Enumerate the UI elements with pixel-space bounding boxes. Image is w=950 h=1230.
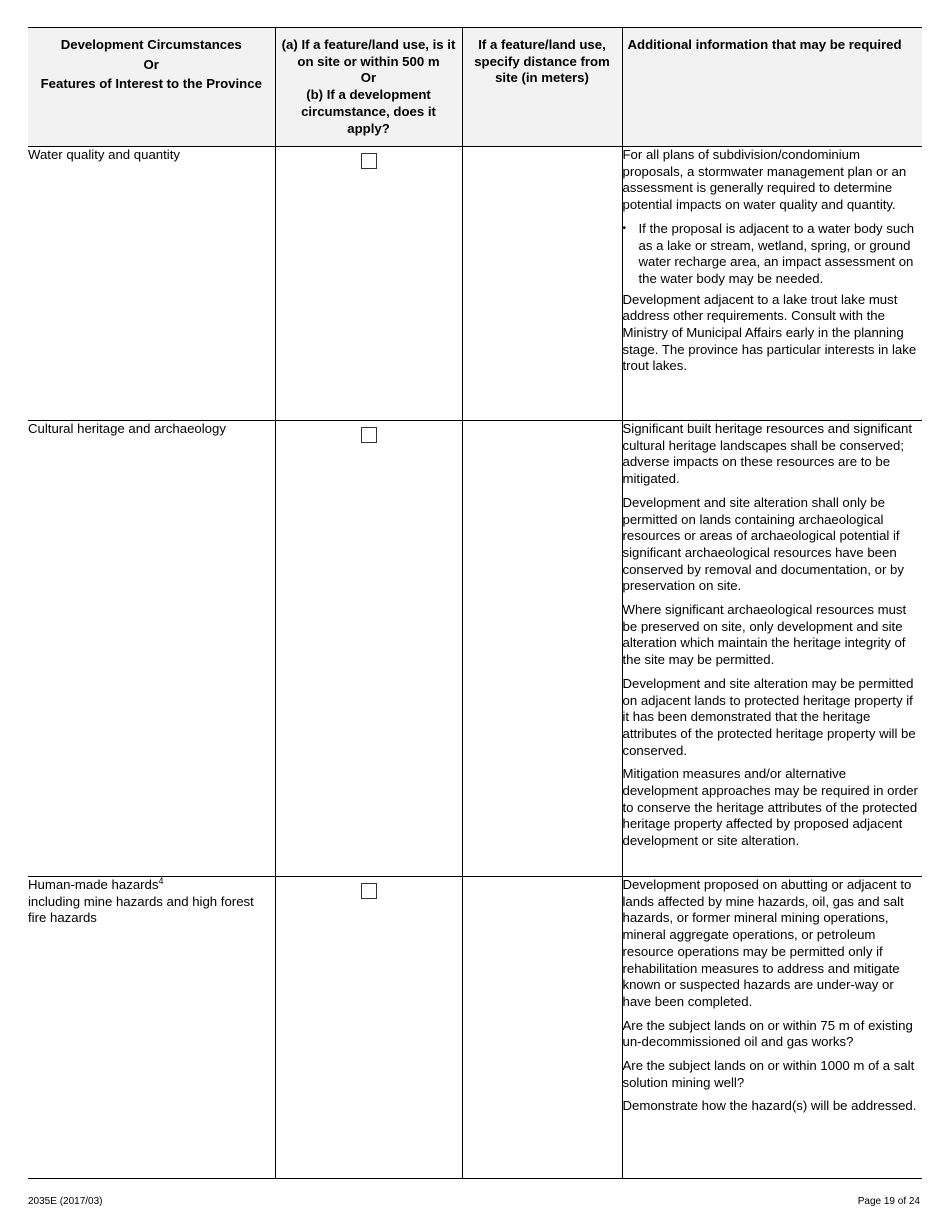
header-distance: If a feature/land use, specify distance from site (in meters) [462, 28, 622, 147]
table-header-row [28, 28, 922, 147]
row-label: Water quality and quantity [28, 147, 180, 162]
distance-cell[interactable] [462, 147, 622, 421]
distance-cell[interactable] [462, 877, 622, 1179]
distance-cell[interactable] [462, 421, 622, 877]
info-paragraph: Development adjacent to a lake trout lake must address other requirements. Consult with the Ministry of Municipal Affairs early in the planning stage. The province has particular interests in lake trout lakes. [622, 291, 917, 374]
header-development-circumstances [28, 28, 275, 147]
development-circumstances-table [28, 27, 922, 1179]
info-paragraph: Are the subject lands on or within 75 m of existing un-decommissioned oil and gas works? [622, 1017, 913, 1050]
header-applies [275, 28, 462, 147]
info-paragraph: Demonstrate how the hazard(s) will be addressed. [622, 1098, 917, 1114]
header-col2-line3: (b) If a development circumstance, does it apply? [301, 87, 436, 136]
info-paragraph: For all plans of subdivision/condominium proposals, a stormwater management plan or an assessment is generally required to determine potential impacts on water quality and quantity. [622, 147, 907, 213]
applies-cell [275, 421, 462, 877]
info-paragraph: Mitigation measures and/or alternative development approaches may be required in order to conserve the heritage attributes of the protected heritage property affected by proposed adjacent development or site alteration. [622, 766, 918, 849]
applies-checkbox-water-quality[interactable] [361, 153, 377, 169]
info-paragraph: Where significant archaeological resources must be preserved on site, only development and site alteration which maintain the heritage integrity of the site may be permitted. [622, 602, 907, 668]
header-col1-line3: Features of Interest to the Province [40, 76, 262, 92]
row-label-detail: including mine hazards and high forest fire hazards [28, 893, 254, 926]
row-label-cell [28, 877, 275, 1179]
info-paragraph: Development proposed on abutting or adjacent to lands affected by mine hazards, oil, gas and salt hazards, or former mineral mining operations, mineral aggregate operations, or petroleum resource operations may be permitted only if rehabilitation measures to address and mitigate known or suspected hazards are under-way or have been completed. [622, 877, 912, 1009]
additional-info-cell [622, 421, 922, 877]
applies-cell [275, 877, 462, 1179]
bullet-dot-icon: • [622, 222, 627, 234]
table-row-human-made-hazards [28, 877, 922, 1179]
row-label: Cultural heritage and archaeology [28, 421, 226, 436]
table-row-cultural-heritage [28, 421, 922, 877]
row-label-cell [28, 147, 275, 421]
info-paragraph: Are the subject lands on or within 1000 m of a salt solution mining well? [622, 1058, 915, 1090]
header-col2-line1: (a) If a feature/land use, is it on site or within 500 m [281, 37, 456, 69]
page-footer [28, 1194, 920, 1211]
footnote-ref: 4 [158, 876, 164, 886]
info-bullet [623, 221, 923, 288]
header-col2-line2: Or [360, 70, 377, 86]
additional-info-cell [622, 877, 922, 1179]
applies-cell [275, 147, 462, 421]
header-col1-line1: Development Circumstances [60, 37, 242, 52]
table-row-water-quality [28, 147, 922, 421]
info-paragraph: Development and site alteration may be permitted on adjacent lands to protected heritage property if it has been demonstrated that the heritage attributes of the protected heritage property will be conserved. [622, 675, 916, 758]
form-id: 2035E (2017/03) [28, 1196, 103, 1207]
applies-checkbox-human-made-hazards[interactable] [361, 883, 377, 899]
header-additional-info: Additional information that may be required [622, 28, 922, 147]
info-paragraph: Development and site alteration shall only be permitted on lands containing archaeological resources or areas of archaeological potential if significant archaeological resources have been conserved by removal and documentation, or by preservation on site. [622, 494, 904, 594]
header-col1-line2: Or [143, 56, 159, 72]
row-label: Human-made hazards [28, 877, 159, 892]
additional-info-cell [622, 147, 922, 421]
applies-checkbox-cultural-heritage[interactable] [361, 427, 377, 443]
page-number: Page 19 of 24 [857, 1196, 920, 1207]
info-paragraph: Significant built heritage resources and significant cultural heritage landscapes shall be conserved; adverse impacts on these resources are to be mitigated. [622, 421, 913, 487]
bullet-text: If the proposal is adjacent to a water body such as a lake or stream, wetland, spring, or ground water recharge area, an impact assessment on the water body may be needed. [638, 220, 915, 286]
row-label-cell [28, 421, 275, 877]
